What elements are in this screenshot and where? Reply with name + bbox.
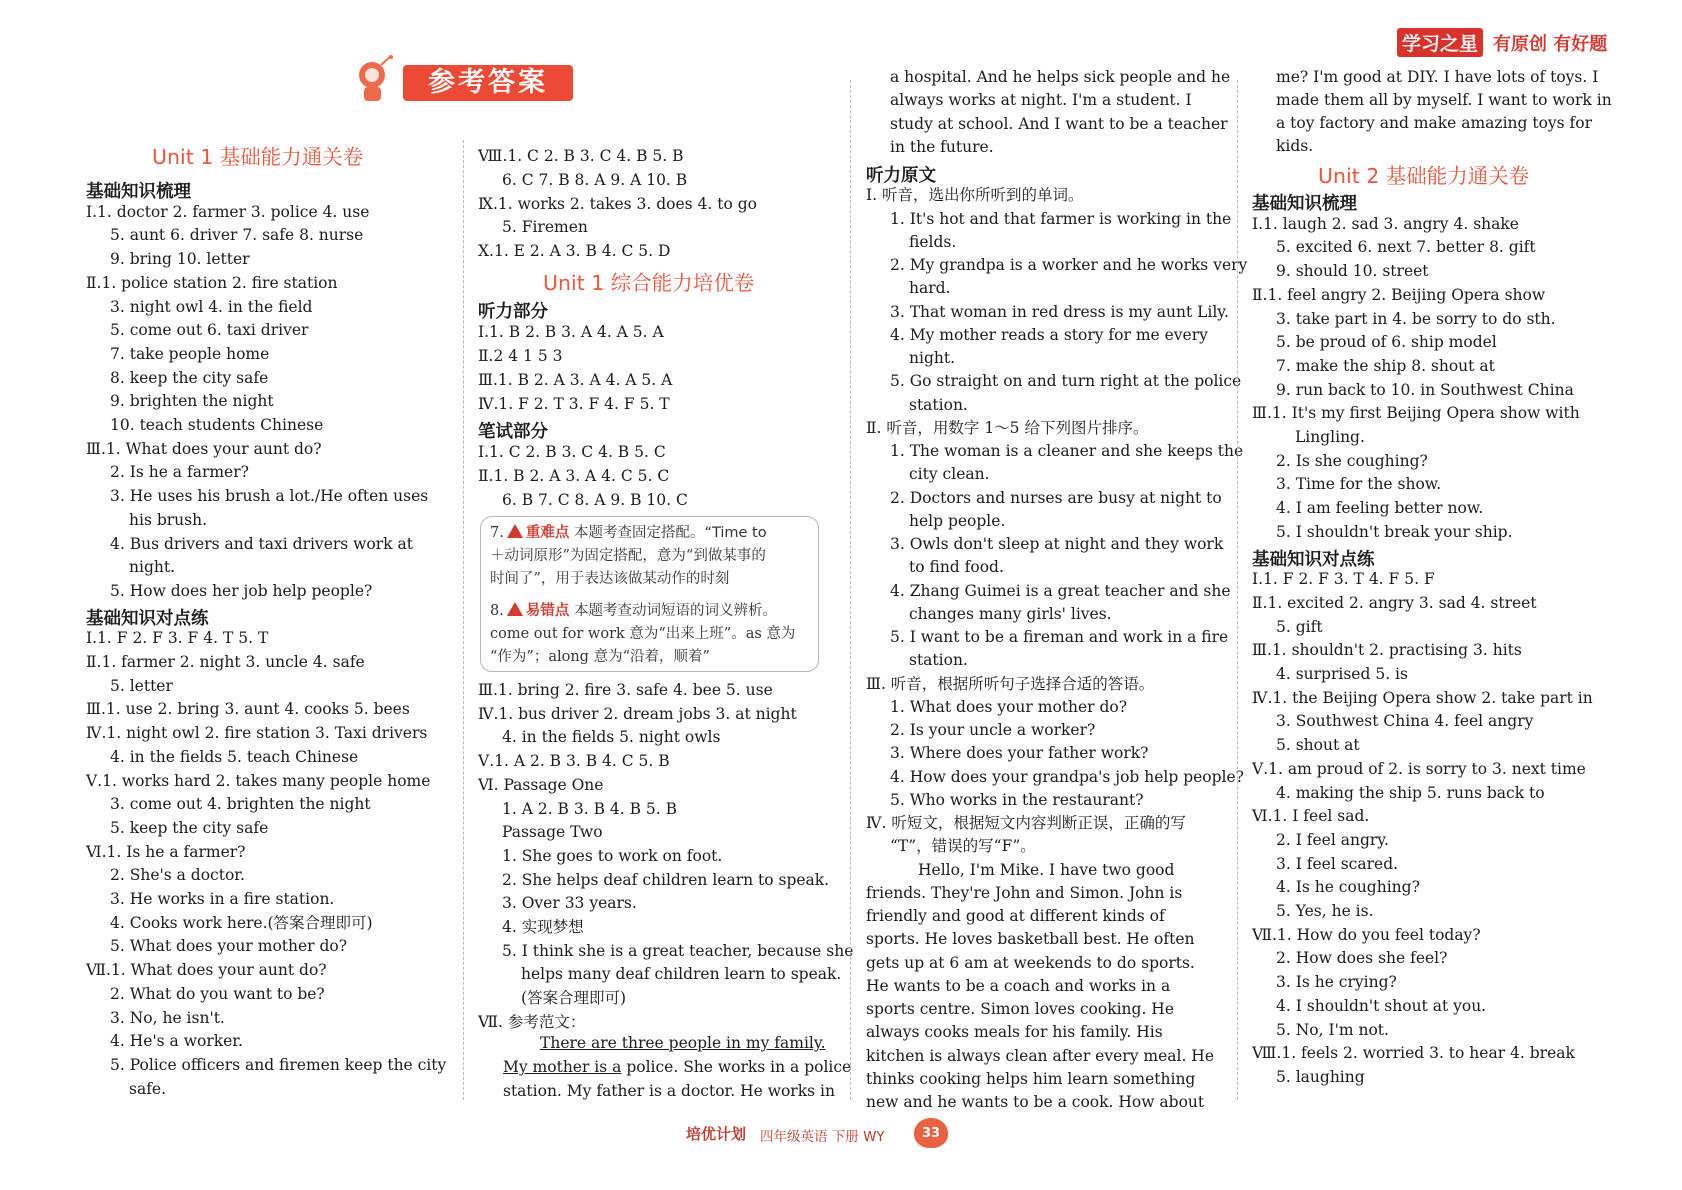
answer-line: Ⅰ.1. laugh 2. sad 3. angry 4. shake <box>1252 214 1519 233</box>
answer-line: 3. I feel scared. <box>1276 854 1399 873</box>
answer-line: 5. excited 6. next 7. better 8. gift <box>1276 238 1536 257</box>
answer-line: 5. laughing <box>1276 1067 1365 1086</box>
transcript-line: gets up at 6 am at weekends to do sports. <box>866 953 1195 972</box>
transcript-line: station. <box>909 651 968 670</box>
transcript-line: Hello, I'm Mike. I have two good <box>918 860 1175 879</box>
answer-line: 5. Yes, he is. <box>1276 902 1374 920</box>
answer-line: Ⅸ.1. works 2. takes 3. does 4. to go <box>478 194 757 213</box>
transcript-line: 1. What does your mother do? <box>890 697 1128 716</box>
essay-line-3: station. My father is a doctor. He works in <box>503 1082 835 1100</box>
answer-line: study at school. And I want to be a teacher <box>890 114 1228 133</box>
answer-line: 8. keep the city safe <box>110 368 269 387</box>
transcript-line: 5. Who works in the restaurant? <box>890 790 1144 809</box>
footer-subtitle: 四年级英语 下册 WY <box>760 1129 885 1145</box>
section-heading: 听力部分 <box>478 302 548 322</box>
answer-line: Ⅱ.1. feel angry 2. Beijing Opera show <box>1252 285 1546 304</box>
essay-line-1: There are three people in my family. <box>540 1034 826 1052</box>
answer-line: 5. I think she is a great teacher, because she <box>502 941 854 960</box>
answer-line: Ⅹ.1. E 2. A 3. B 4. C 5. D <box>478 242 671 261</box>
answer-line: 5. What does your mother do? <box>110 937 348 956</box>
transcript-line: friendly and good at different kinds of <box>866 907 1165 925</box>
answer-line: 5. letter <box>110 676 173 695</box>
transcript-line: hard. <box>909 279 951 298</box>
answer-line: 5. aunt 6. driver 7. safe 8. nurse <box>110 226 364 245</box>
answer-line: 5. How does her job help people? <box>110 581 373 600</box>
section-heading: 听力原文 <box>866 166 936 186</box>
answer-line: Ⅶ.1. How do you feel today? <box>1252 925 1481 944</box>
answer-line: 2. Is she coughing? <box>1276 451 1428 470</box>
answer-line: Ⅱ.2 4 1 5 3 <box>478 347 563 365</box>
answer-line: Ⅱ.1. excited 2. angry 3. sad 4. street <box>1252 593 1537 612</box>
section-heading: 基础知识对点练 <box>1252 549 1375 570</box>
answer-line: Ⅰ.1. C 2. B 3. C 4. B 5. C <box>478 443 666 461</box>
answer-line: 5. be proud of 6. ship model <box>1276 333 1497 352</box>
answer-line: Ⅳ.1. night owl 2. fire station 3. Taxi drivers <box>86 724 428 743</box>
answer-line: Ⅲ.1. It's my first Beijing Opera show with <box>1252 404 1580 423</box>
answer-line: 5. I shouldn't break your ship. <box>1276 522 1513 541</box>
answer-line: Ⅶ.1. What does your aunt do? <box>86 961 327 980</box>
answer-line: kids. <box>1276 137 1314 155</box>
transcript-line: help people. <box>909 511 1006 530</box>
transcript-line: fields. <box>909 232 957 251</box>
answer-line: me? I'm good at DIY. I have lots of toys. I <box>1276 68 1599 86</box>
transcript-line: city clean. <box>909 465 990 484</box>
answer-line: a hospital. And he helps sick people and he <box>890 68 1231 86</box>
answer-line: helps many deaf children learn to speak. <box>521 965 842 984</box>
answer-line: Ⅲ.1. shouldn't 2. practising 3. hits <box>1252 641 1522 660</box>
transcript-line: to find food. <box>909 558 1004 577</box>
brand-slogan: 有原创 有好题 <box>1493 34 1608 55</box>
answer-line: 4. in the fields 5. night owls <box>502 728 721 747</box>
transcript-line: 2. Is your uncle a worker? <box>890 721 1096 739</box>
section-heading: 笔试部分 <box>478 422 548 442</box>
answer-line: 9. should 10. street <box>1276 262 1429 281</box>
brand-logo: 学习之星 <box>1397 28 1483 57</box>
answer-line: 4. I am feeling better now. <box>1276 499 1484 518</box>
transcript-line: new and he wants to be a cook. How about <box>866 1093 1205 1111</box>
answer-line: 6. C 7. B 8. A 9. A 10. B <box>502 170 688 189</box>
answer-line: Passage Two <box>502 823 603 842</box>
answer-line: 6. B 7. C 8. A 9. B 10. C <box>502 491 688 509</box>
transcript-line: station. <box>909 395 968 414</box>
answer-line: Ⅷ.1. feels 2. worried 3. to hear 4. break <box>1252 1044 1575 1063</box>
answer-line: (答案合理即可) <box>521 989 627 1008</box>
transcript-line: 2. My grandpa is a worker and he works very <box>890 256 1248 274</box>
transcript-line: night. <box>909 349 956 367</box>
answer-line: Ⅳ.1. the Beijing Opera show 2. take part in <box>1252 688 1593 707</box>
answer-line: Ⅰ.1. F 2. F 3. T 4. F 5. F <box>1252 570 1435 589</box>
unit1-basic-title: Unit 1 基础能力通关卷 <box>152 145 364 169</box>
answer-line: 4. making the ship 5. runs back to <box>1276 783 1545 802</box>
answer-line: 9. run back to 10. in Southwest China <box>1276 380 1574 399</box>
answer-line: Ⅴ.1. works hard 2. takes many people home <box>86 771 431 790</box>
answer-line: 3. He works in a fire station. <box>110 890 335 908</box>
answer-line: a toy factory and make amazing toys for <box>1276 114 1593 132</box>
warning-icon <box>507 602 523 616</box>
answer-line: Ⅲ.1. B 2. A 3. A 4. A 5. A <box>478 371 673 389</box>
transcript-line: always cooks meals for his family. His <box>866 1023 1163 1042</box>
answer-line: Ⅲ.1. bring 2. fire 3. safe 4. bee 5. use <box>478 681 773 699</box>
note-8-line3: “作为”；along 意为“沿着，顺着” <box>490 649 710 665</box>
answer-line: 2. How does she feel? <box>1276 949 1448 968</box>
answer-line: 4. Bus drivers and taxi drivers work at <box>110 534 413 553</box>
answer-key-banner: 参考答案 <box>403 65 573 101</box>
answer-line: 1. She goes to work on foot. <box>502 846 723 865</box>
column-divider <box>463 140 464 1100</box>
section-heading: 基础知识梳理 <box>86 182 191 202</box>
answer-line: 9. brighten the night <box>110 392 274 411</box>
answer-line: 4. surprised 5. is <box>1276 665 1408 683</box>
answer-line: Ⅲ.1. What does your aunt do? <box>86 439 322 458</box>
note-8-line2: come out for work 意为“出来上班”。as 意为 <box>490 626 796 642</box>
answer-line: made them all by myself. I want to work in <box>1276 91 1612 109</box>
transcript-line: 3. Owls don't sleep at night and they work <box>890 535 1224 553</box>
answer-line: safe. <box>129 1079 167 1098</box>
answer-line: 5. Firemen <box>502 218 588 237</box>
answer-line: 4. Is he coughing? <box>1276 878 1420 897</box>
answer-line: night. <box>129 558 176 577</box>
answer-line: 3. Is he crying? <box>1276 973 1397 992</box>
answer-line: 9. bring 10. letter <box>110 250 250 269</box>
answer-line: Ⅳ.1. F 2. T 3. F 4. F 5. T <box>478 395 670 413</box>
answer-line: 4. Cooks work here.(答案合理即可) <box>110 913 373 932</box>
astronaut-mascot-icon <box>350 55 398 111</box>
note-8: 8. 易错点 本题考查动词短语的词义辨析。 <box>490 603 777 619</box>
transcript-line: Ⅳ. 听短文，根据短文内容判断正误，正确的写 <box>866 814 1186 832</box>
answer-line: Ⅶ. 参考范文： <box>478 1012 586 1031</box>
transcript-line: 5. Go straight on and turn right at the police <box>890 372 1242 391</box>
transcript-line: thinks cooking helps him learn something <box>866 1069 1196 1088</box>
transcript-line: Ⅰ. 听音，选出你所听到的单词。 <box>866 186 1084 205</box>
answer-line: 5. come out 6. taxi driver <box>110 321 309 340</box>
transcript-line: 3. Where does your father work? <box>890 744 1149 763</box>
transcript-line: friends. They're John and Simon. John is <box>866 883 1183 902</box>
transcript-line: 3. That woman in red dress is my aunt Lily. <box>890 302 1229 321</box>
section-heading: 基础知识梳理 <box>1252 194 1357 214</box>
answer-line: 3. Southwest China 4. feel angry <box>1276 712 1534 731</box>
answer-line: 3. night owl 4. in the field <box>110 297 313 316</box>
answer-line: 4. in the fields 5. teach Chinese <box>110 747 359 766</box>
answer-line: 5. No, I'm not. <box>1276 1020 1389 1039</box>
transcript-line: “T”，错误的写“F”。 <box>890 837 1036 856</box>
transcript-line: changes many girls' lives. <box>909 604 1112 623</box>
answer-line: 2. She's a doctor. <box>110 866 245 885</box>
answer-line: 7. take people home <box>110 344 270 363</box>
note-7-line3: 时间了”，用于表达该做某动作的时刻 <box>490 571 730 587</box>
transcript-line: 2. Doctors and nurses are busy at night to <box>890 488 1222 507</box>
answer-line: Ⅱ.1. B 2. A 3. A 4. C 5. C <box>478 467 670 485</box>
warning-icon <box>507 524 523 538</box>
answer-line: Ⅰ.1. B 2. B 3. A 4. A 5. A <box>478 323 664 341</box>
transcript-line: 1. It's hot and that farmer is working in the <box>890 209 1232 228</box>
answer-line: 5. keep the city safe <box>110 818 269 837</box>
answer-line: Ⅰ.1. doctor 2. farmer 3. police 4. use <box>86 202 370 221</box>
note-7-line2: ＋动词原形”为固定搭配，意为“到做某事的 <box>490 548 766 564</box>
column-divider <box>1237 80 1238 1100</box>
answer-line: 2. I feel angry. <box>1276 830 1389 849</box>
answer-line: 5. gift <box>1276 617 1323 636</box>
answer-line: 3. Over 33 years. <box>502 894 637 913</box>
answer-line: 7. make the ship 8. shout at <box>1276 356 1495 375</box>
transcript-line: Ⅲ. 听音，根据所听句子选择合适的答语。 <box>866 674 1155 693</box>
answer-line: 4. I shouldn't shout at you. <box>1276 996 1487 1015</box>
answer-line: 3. come out 4. brighten the night <box>110 795 371 814</box>
answer-line: always works at night. I'm a student. I <box>890 91 1192 110</box>
answer-line: 3. He uses his brush a lot./He often uses <box>110 487 429 506</box>
answer-line: Ⅰ.1. F 2. F 3. F 4. T 5. T <box>86 629 269 648</box>
answer-line: 3. No, he isn't. <box>110 1008 225 1027</box>
answer-line: Ⅱ.1. police station 2. fire station <box>86 273 338 292</box>
footer-brand: 培优计划 <box>686 1125 747 1143</box>
answer-line: Ⅴ.1. am proud of 2. is sorry to 3. next time <box>1252 759 1586 778</box>
transcript-line: sports. He loves basketball best. He often <box>866 930 1195 949</box>
answer-line: Ⅳ.1. bus driver 2. dream jobs 3. at night <box>478 704 797 723</box>
transcript-line: 4. My mother reads a story for me every <box>890 325 1208 344</box>
page-number: 33 <box>914 1118 948 1148</box>
answer-line: Lingling. <box>1295 428 1365 446</box>
answer-line: 2. She helps deaf children learn to speak. <box>502 870 830 889</box>
answer-line: Ⅵ. Passage One <box>478 775 604 794</box>
answer-line: 5. shout at <box>1276 736 1360 755</box>
answer-line: 1. A 2. B 3. B 4. B 5. B <box>502 799 678 818</box>
answer-line: Ⅱ.1. farmer 2. night 3. uncle 4. safe <box>86 653 365 671</box>
unit2-basic-title: Unit 2 基础能力通关卷 <box>1318 164 1530 188</box>
transcript-line: 4. Zhang Guimei is a great teacher and she <box>890 581 1231 600</box>
answer-line: 2. Is he a farmer? <box>110 463 249 482</box>
section-heading: 基础知识对点练 <box>86 608 209 629</box>
transcript-line: He wants to be a coach and works in a <box>866 976 1171 995</box>
answer-line: in the future. <box>890 138 994 157</box>
answer-line: Ⅴ.1. A 2. B 3. B 4. C 5. B <box>478 752 670 771</box>
note-7: 7. 重难点 本题考查固定搭配。“Time to <box>490 525 767 541</box>
transcript-line: kitchen is always clean after every meal. He <box>866 1046 1214 1065</box>
transcript-line: 4. How does your grandpa's job help people? <box>890 767 1244 786</box>
unit1-advanced-title: Unit 1 综合能力培优卷 <box>543 271 755 295</box>
answer-line: 4. He's a worker. <box>110 1032 243 1051</box>
column-divider <box>850 80 851 1100</box>
answer-line: his brush. <box>129 510 207 529</box>
answer-line: 3. take part in 4. be sorry to do sth. <box>1276 309 1556 328</box>
answer-line: Ⅲ.1. use 2. bring 3. aunt 4. cooks 5. bees <box>86 700 410 719</box>
answer-line: 3. Time for the show. <box>1276 475 1442 494</box>
transcript-line: sports centre. Simon loves cooking. He <box>866 1000 1174 1018</box>
answer-line: Ⅵ.1. Is he a farmer? <box>86 842 246 861</box>
transcript-line: 1. The woman is a cleaner and she keeps the <box>890 442 1244 460</box>
transcript-line: Ⅱ. 听音，用数字 1～5 给下列图片排序。 <box>866 418 1149 437</box>
answer-line: 2. What do you want to be? <box>110 984 325 1003</box>
essay-line-2: My mother is a police. She works in a police <box>503 1058 852 1076</box>
answer-line: Ⅵ.1. I feel sad. <box>1252 807 1370 826</box>
answer-line: 4. 实现梦想 <box>502 918 584 936</box>
transcript-line: 5. I want to be a fireman and work in a fire <box>890 628 1229 646</box>
answer-line: Ⅷ.1. C 2. B 3. C 4. B 5. B <box>478 147 684 165</box>
answer-line: 5. Police officers and firemen keep the city <box>110 1055 447 1074</box>
answer-line: 10. teach students Chinese <box>110 416 324 434</box>
